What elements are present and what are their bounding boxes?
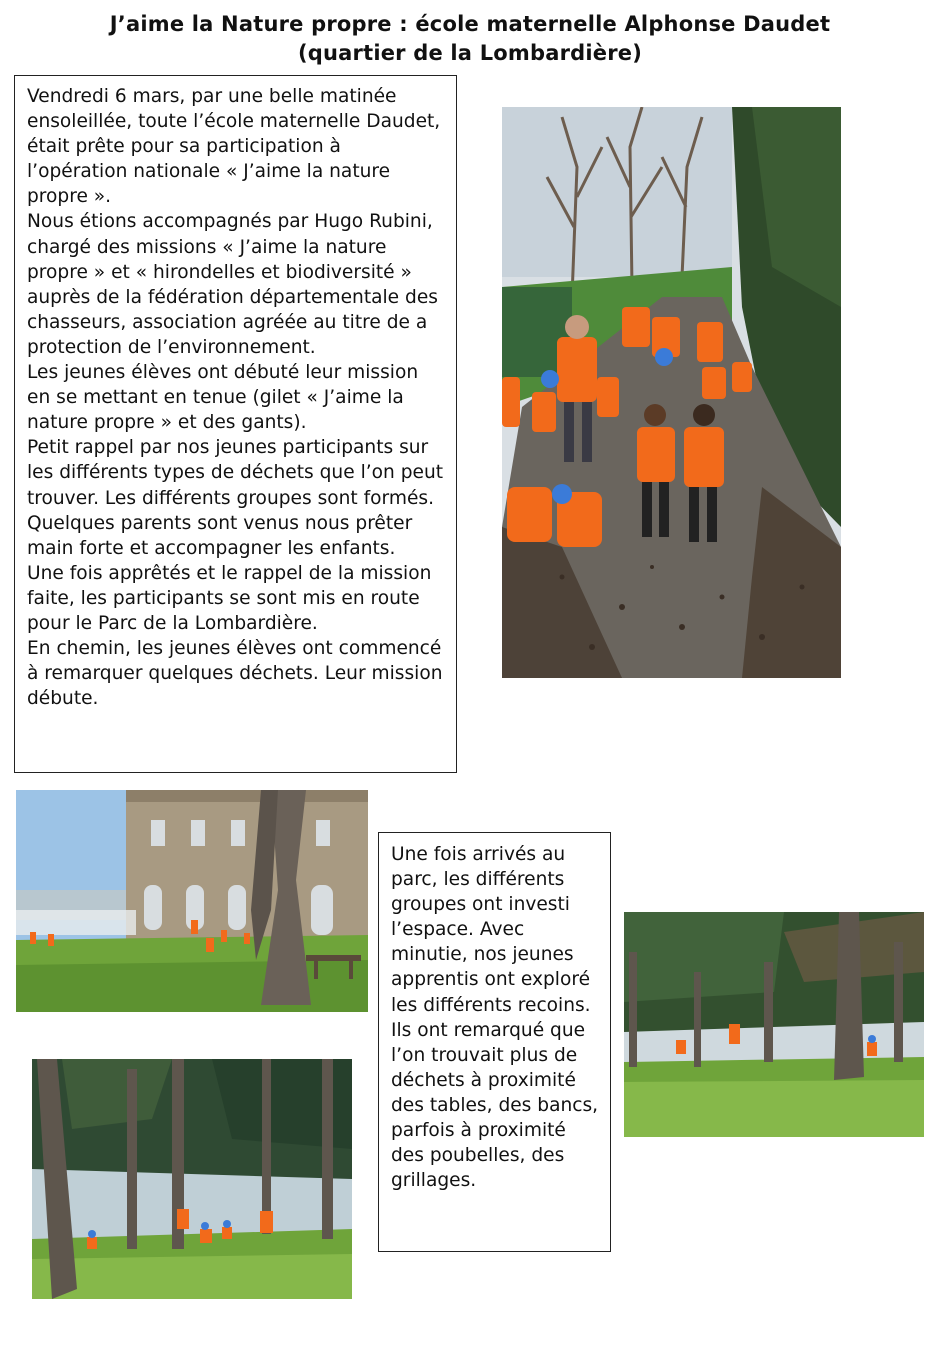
photo-park-building <box>16 790 368 1012</box>
photo-children-on-path <box>502 107 841 678</box>
paragraph-mission-start: En chemin, les jeunes élèves ont commencé à remarquer quelques déchets. Leur mission débute. <box>27 638 443 710</box>
paragraph-groups: Petit rappel par nos jeunes participants sur les différents types de déchets que l’on peut trouver. Les différents groupes sont formés. Quelques parents sont venus nous prêter main forte et accompagner les enfants. <box>27 437 444 559</box>
paragraph-guide: Nous étions accompagnés par Hugo Rubini, chargé des missions « J’aime la nature propre » et « hirondelles et biodiversité » auprès de la fédération départementale des chasseurs, association agréée au titre de a protection de l’environnement. <box>27 211 438 358</box>
park-text-box <box>378 832 611 1252</box>
paragraph-outfit: Les jeunes élèves ont débuté leur mission en se mettant en tenue (gilet « J’aime la nature propre » et des gants). <box>27 362 419 434</box>
photo-park-trees <box>32 1059 352 1299</box>
paragraph-departure: Une fois apprêtés et le rappel de la mission faite, les participants se sont mis en route pour le Parc de la Lombardière. <box>27 562 432 634</box>
paragraph-park: Une fois arrivés au parc, les différents groupes ont investi l’espace. Avec minutie, nos jeunes apprentis ont exploré les différents recoins. Ils ont remarqué que l’on trouvait plus de déchets à proximité des tables, des bancs, parfois à proximité des poubelles, des grillages. <box>391 844 599 1192</box>
page-title <box>0 10 940 68</box>
photo-park-lawn <box>624 912 924 1137</box>
page-title-line-2: (quartier de la Lombardière) <box>297 41 643 65</box>
page-title-line-1: J’aime la Nature propre : école maternelle Alphonse Daudet <box>109 12 831 36</box>
intro-text-box <box>14 75 457 773</box>
paragraph-intro: Vendredi 6 mars, par une belle matinée ensoleillée, toute l’école maternelle Daudet, était prête pour sa participation à l’opération nationale « J’aime la nature propre ». <box>27 86 441 208</box>
